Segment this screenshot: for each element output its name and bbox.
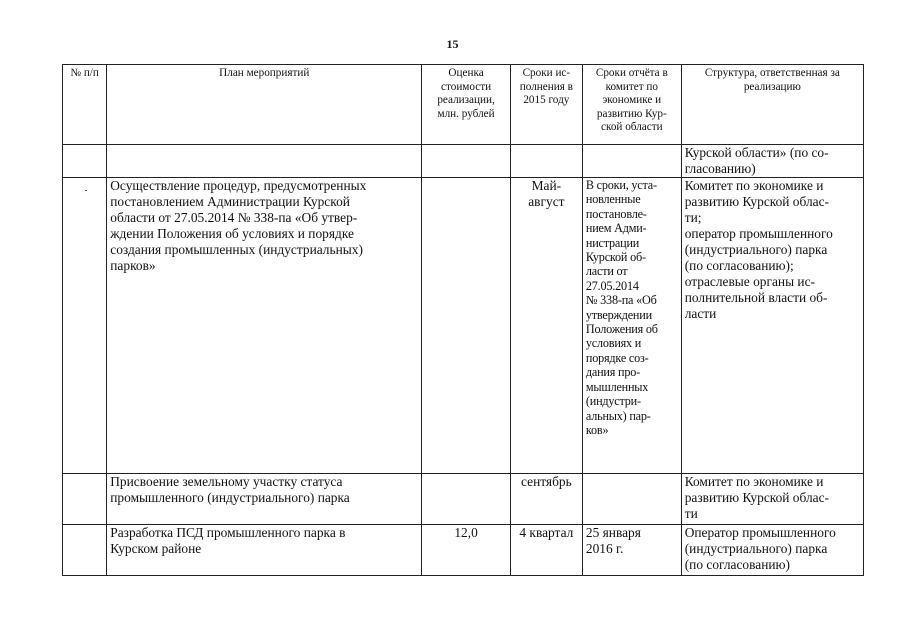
cell-plan: Осуществление процедур, предусмотренных постановлением Администрации Курской области от 27.05.2014 № 338-па «Об утвер- ждении Положения об условиях и порядке создания промышленных (индустриальных) парков» — [107, 178, 422, 474]
cell-cost — [422, 178, 511, 474]
table-header-row — [63, 65, 864, 145]
cell-term: 4 квартал — [510, 525, 582, 576]
header-plan: План мероприятий — [107, 65, 422, 145]
cell-plan: Разработка ПСД промышленного парка в Курском районе — [107, 525, 422, 576]
cell-number — [63, 178, 107, 474]
cell-responsible: Комитет по экономике и развитию Курской облас- ти — [681, 474, 863, 525]
cell-responsible: Курской области» (по со- гласованию) — [681, 145, 863, 178]
header-term: Сроки ис- полнения в 2015 году — [510, 65, 582, 145]
header-responsible: Структура, ответственная за реализацию — [681, 65, 863, 145]
scan-speck — [85, 190, 87, 191]
cell-cost — [422, 474, 511, 525]
table-row — [63, 178, 864, 474]
cell-number — [63, 474, 107, 525]
header-cost: Оценка стоимости реализации, млн. рублей — [422, 65, 511, 145]
cell-term: сентябрь — [510, 474, 582, 525]
cell-number — [63, 525, 107, 576]
cell-cost — [422, 145, 511, 178]
cell-report: В сроки, уста- новленные постановле- нием Адми- нистрации Курской об- ласти от 27.05.2014 № 338-па «Об утверждении Положения об условиях и порядке соз- дания про- мышленных (индустри- альных) пар- ков» — [582, 178, 681, 474]
cell-report: 25 января 2016 г. — [582, 525, 681, 576]
cell-report — [582, 474, 681, 525]
action-plan-table — [62, 64, 864, 576]
table-row — [63, 474, 864, 525]
page-number: 15 — [446, 37, 459, 51]
cell-report — [582, 145, 681, 178]
table-row — [63, 145, 864, 178]
table-row — [63, 525, 864, 576]
cell-plan — [107, 145, 422, 178]
cell-plan: Присвоение земельному участку статуса промышленного (индустриального) парка — [107, 474, 422, 525]
cell-responsible: Оператор промышленного (индустриального) парка (по согласованию) — [681, 525, 863, 576]
header-number: № п/п — [63, 65, 107, 145]
cell-term — [510, 145, 582, 178]
cell-number — [63, 145, 107, 178]
cell-cost: 12,0 — [422, 525, 511, 576]
cell-responsible: Комитет по экономике и развитию Курской облас- ти; оператор промышленного (индустриального) парка (по согласованию); отраслевые органы ис- полнительной власти об- ласти — [681, 178, 863, 474]
cell-term: Май- август — [510, 178, 582, 474]
header-report: Сроки отчёта в комитет по экономике и развитию Кур- ской области — [582, 65, 681, 145]
